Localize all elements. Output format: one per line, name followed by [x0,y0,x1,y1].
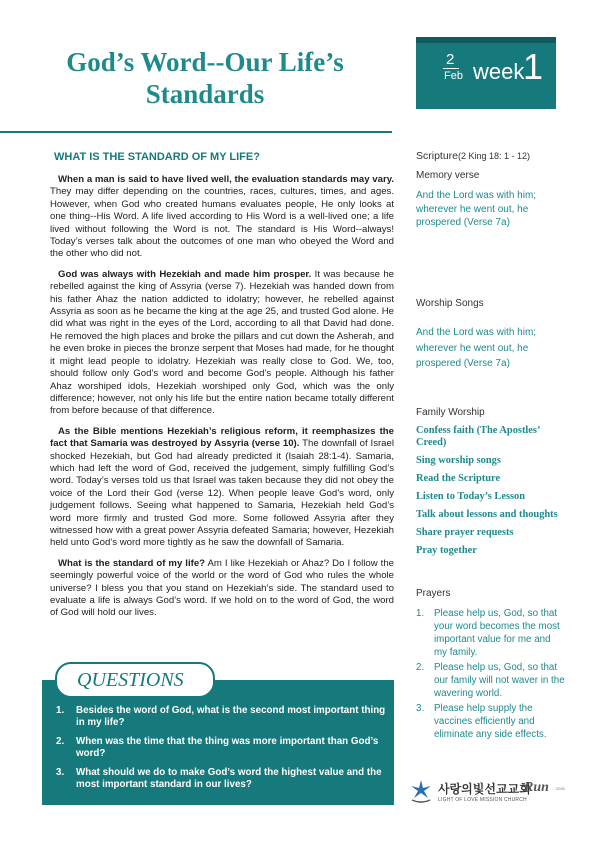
church-logo [408,778,578,808]
family-worship-item: Pray together [416,545,477,556]
prayer-text: Please help us, God, so that our family will not waver in the wavering world. [434,662,565,699]
question-text: When was the time that the thing was more important than God’s word? [76,736,379,759]
prayers-label: Prayers [416,588,451,599]
prayer-number: 2. [416,662,425,673]
paragraph-lead: What is the standard of my life? [58,557,206,569]
memory-verse-text: And the Lord was with him; wherever he went out, he prospered (Verse 7a) [416,190,537,228]
worship-songs-section [416,298,566,372]
scripture-heading [416,150,566,162]
article-paragraph [50,174,394,261]
question-item [56,736,386,759]
question-item [56,767,386,790]
badge-month: Feb [444,70,463,82]
prayer-text: Please help supply the vaccines efficiently and eliminate any side effects. [434,703,547,740]
question-item [56,705,386,728]
paragraph-lead: When a man is said to have lived well, the evaluation standards may vary. [58,174,394,185]
run-logo-year: 2020 [556,786,565,791]
church-name-english: LIGHT OF LOVE MISSION CHURCH [438,797,527,803]
article-paragraph [50,558,394,620]
header-divider [0,131,392,133]
paragraph-text: They may differ depending on the countries, races, cultures, times, and ages. However, when God who created humans evaluates people, He only looks at one thing--His Word. A life lived according to His Word is a well-lived one; a life lived without following the Word is not. The standard is His Word--always! Today’s verses talk about the outcomes of one man who obeyed the Word and the other who did not. [50,186,394,260]
article-body [50,174,394,628]
page-title: God’s Word--Our Life’s Standards [66,47,344,109]
questions-list [56,705,386,798]
article-heading: WHAT IS THE STANDARD OF MY LIFE? [54,151,260,163]
paragraph-text: It was because he rebelled against the king of Assyria (verse 7). Hezekiah was handed down from his father Ahaz the nation addicted to idolatry; however, he rebelled against Assyria as soon as he became the king at the age 25, and trusted God alone. He did what was right in the eyes of the Lord, according to all that David had done. He removed the high places and broke the pillars and cut down the Asherah, and he even broke in pieces the bronze serpent that Moses had made, for he thought it might lead people to idolatry. Hezekiah was really close to God. We, too, should follow only God’s word and become God’s people. Although his father Ahaz worshiped idols, Hezekiah worshiped only God, which was the only difference; however, not only his life but the entire nation became totally different from before because of that difference. [50,268,395,417]
worship-songs-text: And the Lord was with him; wherever he went out, he prospered (Verse 7a) [416,327,537,369]
prayer-number: 3. [416,703,425,714]
badge-week-label: week [473,59,525,84]
prayers-section [416,588,566,743]
paragraph-lead: As the Bible mentions Hezekiah’s religious reform, it reemphasizes the fact that Samaria was destroyed by Assyria (verse 10). [50,425,394,450]
family-worship-item: Read the Scripture [416,473,501,484]
question-text: What should we do to make God’s word the highest value and the most important standard in our lives? [76,767,382,790]
article-paragraph [50,426,394,550]
family-worship-section [416,407,566,563]
questions-label: QUESTIONS [55,662,215,698]
family-worship-item: Talk about lessons and thoughts [416,509,558,520]
church-mark-icon [408,778,434,806]
family-worship-label: Family Worship [416,407,485,418]
paragraph-text: The downfall of Israel shocked Hezekiah, but God had already predicted it (Isaiah 28:1-4). Samaria, which had left the word of God, received the judgement, simply fulfilling God’s word. Today’s verses told us that Israel was taken because they did not obey the voice of the Lord their God (verse 12). When people leave God’s word, only judgement follows. Seeing what happened to Samaria, Hezekiah held God’s word more firmly and trusted God more. Some followed Assyria after they witnessed how with a great power Assyria defeated Samaria; however, Hezekiah held unto God’s word more tightly as he saw the downfall of Samaria. [50,438,394,549]
badge-day: 2 [446,51,455,68]
article-paragraph [50,269,394,418]
badge-date-divider [443,68,459,69]
question-text: Besides the word of God, what is the second most important thing in my life? [76,705,386,728]
prayer-item [416,607,566,659]
question-number: 1. [56,705,65,716]
badge-top-bar [416,37,556,43]
paragraph-lead: God was always with Hezekiah and made him prosper. [58,268,312,280]
scripture-section [416,150,566,230]
church-name-korean: 사랑의빛선교교회 [438,782,531,796]
prayer-item [416,661,566,700]
run-logo: Run [524,780,549,795]
prayer-text: Please help us, God, so that your word becomes the most important value for me and my family. [434,608,560,658]
badge-week-number: 1 [523,46,544,87]
question-number: 3. [56,767,65,778]
family-worship-list [416,425,566,557]
family-worship-item: Listen to Today’s Lesson [416,491,526,502]
prayers-list [416,607,566,741]
prayer-item [416,702,566,741]
memory-verse-label: Memory verse [416,170,480,181]
family-worship-item: Share prayer requests [416,527,514,538]
family-worship-item: Confess faith (The Apostles’ Creed) [416,425,540,448]
paragraph-text: Am I like Hezekiah or Ahaz? Do I follow the seemingly powerful voice of the world or the word of God who rules the whole universe? I bless you that you stand on Hezekiah’s side. The standard used to evaluate a life is always God’s word. If we hold on to the word of God, the word of God will hold our lives. [50,557,394,619]
week-badge [416,37,556,109]
scripture-label: Scripture [416,150,459,162]
scripture-reference: (2 King 18: 1 - 12) [458,151,531,161]
family-worship-item: Sing worship songs [416,455,501,466]
prayer-number: 1. [416,608,425,619]
question-number: 2. [56,736,65,747]
worship-songs-label: Worship Songs [416,298,484,309]
